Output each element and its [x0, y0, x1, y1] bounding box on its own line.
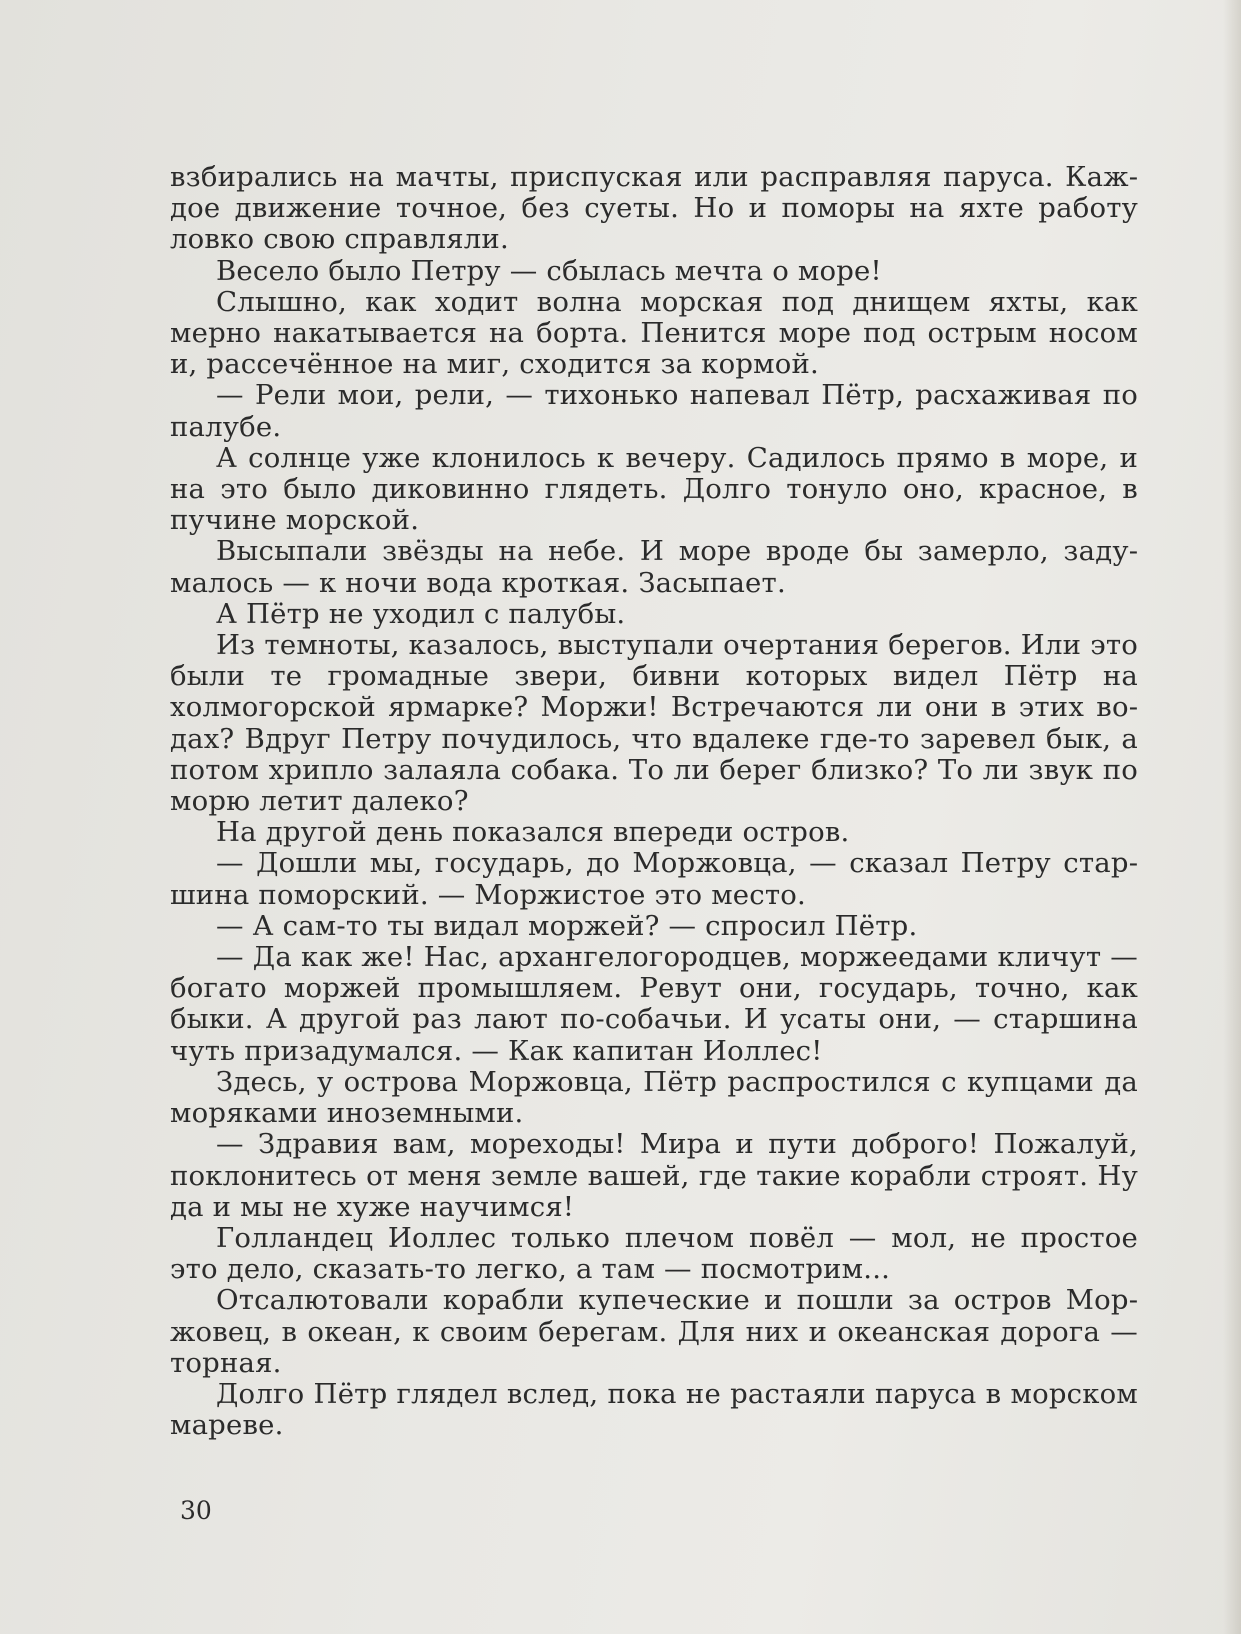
paragraph: Из темноты, казалось, выступали очертания берегов. Или это были те громадные звери, бивни которых видел Пётр на холмогорской ярмарке? Моржи! Встречаются ли они в этих водах? Вдруг Петру почудилось, что вдалеке где-то заревел бык, а потом хрипло залаяла собака. То ли берег близко? То ли звук по морю летит далеко? [170, 629, 1138, 818]
page-number: 30 [180, 1496, 212, 1525]
paragraph: Слышно, как ходит волна морская под днищем яхты, как мерно накатывается на борта. Пенится море под острым носом и, рассечённое на миг, сходится за кормой. [170, 285, 1138, 381]
paragraph: взбирались на мачты, приспуская или расправляя паруса. Каждое движение точное, без суеты. Но и поморы на яхте работу ловко свою справляли. [170, 161, 1138, 256]
paragraph: Высыпали звёзды на небе. И море вроде бы замерло, задумалось — к ночи вода кроткая. Засыпает. [170, 535, 1138, 599]
paragraph: — Рели мои, рели, — тихонько напевал Пётр, расхаживая по палубе. [170, 379, 1138, 443]
page-edge-shadow [1223, 0, 1241, 1634]
paragraph: — Здравия вам, мореходы! Мира и пути доброго! Пожалуй, поклонитесь от меня земле вашей, где такие корабли строят. Ну да и мы не хуже научимся! [170, 1128, 1138, 1223]
paragraph: Голландец Иоллес только плечом повёл — мол, не простое это дело, сказать-то легко, а там — посмотрим... [170, 1221, 1138, 1286]
paragraph: На другой день показался впереди остров. [216, 816, 850, 849]
paragraph: — А сам-то ты видал моржей? — спросил Пётр. [216, 909, 918, 942]
paragraph: — Да как же! Нас, архангелогородцев, моржеедами кличут — богато моржей промышляем. Ревут они, государь, точно, как быки. А другой раз лают по-собачьи. И усаты они, — старшина чуть призадумался. — Как капитан Иоллес! [170, 941, 1138, 1067]
paragraph: Здесь, у острова Моржовца, Пётр распростился с купцами да моряками иноземными. [170, 1065, 1138, 1130]
paragraph: А Пётр не уходил с палубы. [216, 597, 626, 630]
paragraph: Отсалютовали корабли купеческие и пошли за остров Моржовец, в океан, к своим берегам. Для них и океанская дорога — торная. [170, 1284, 1138, 1379]
body-text [170, 162, 1138, 1441]
paragraph: Долго Пётр глядел вслед, пока не растаяли паруса в морском мареве. [170, 1377, 1138, 1442]
paragraph: Весело было Петру — сбылась мечта о море! [216, 254, 882, 287]
paragraph: А солнце уже клонилось к вечеру. Садилось прямо в море, и на это было диковинно глядеть. Долго тонуло оно, красное, в пучине морской. [170, 441, 1138, 537]
paragraph: — Дошли мы, государь, до Моржовца, — сказал Петру старшина поморский. — Моржистое это место. [170, 847, 1138, 911]
